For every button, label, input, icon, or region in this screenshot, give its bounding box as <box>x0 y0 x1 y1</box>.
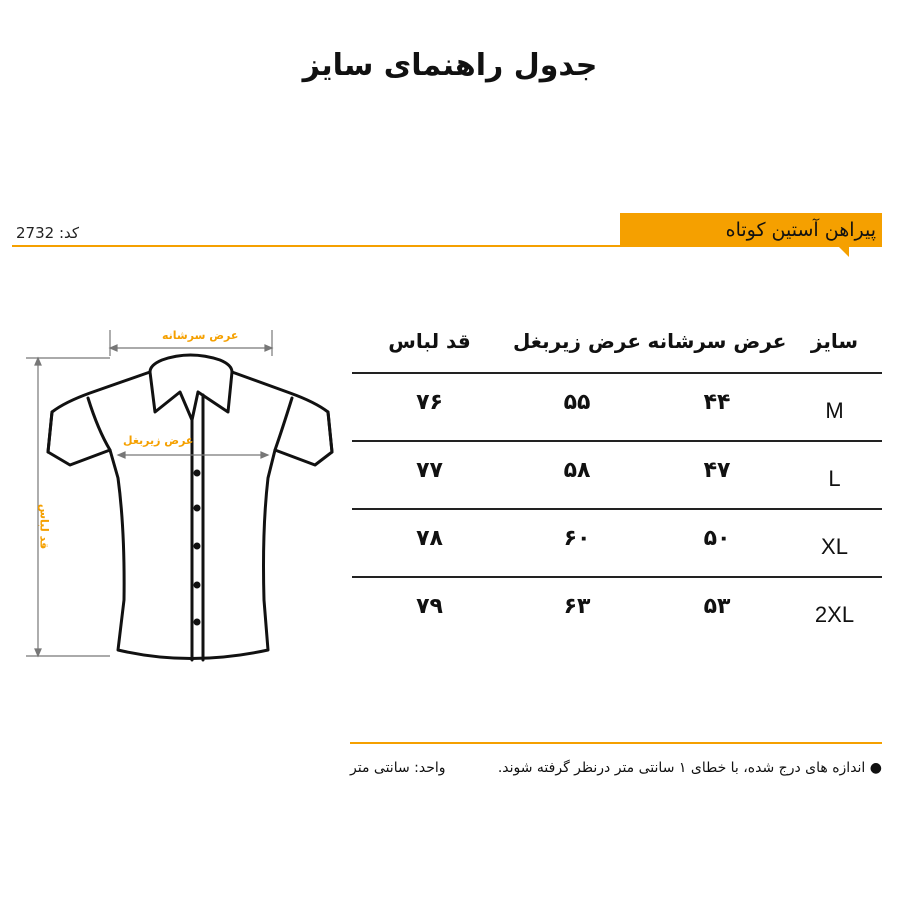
cell-size: 2XL <box>814 602 855 627</box>
table-row <box>352 576 882 644</box>
shirt-diagram <box>0 0 360 700</box>
footer-note <box>498 760 882 776</box>
shirt-collar <box>150 355 232 420</box>
product-code-value: 2732 <box>16 224 55 242</box>
shirt-sleeve-left <box>48 398 110 452</box>
cell-size: M <box>825 398 844 423</box>
header-size: سایز <box>810 329 859 353</box>
footer-note-text: اندازه های درج شده، با خطای ۱ سانتی متر درنظر گرفته شوند. <box>497 760 866 776</box>
shoulder-label: عرض سرشانه <box>162 329 239 342</box>
cell-shoulder: ۵۰ <box>703 525 731 551</box>
footer-divider <box>350 742 882 744</box>
footer-unit: واحد: سانتی متر <box>350 760 446 776</box>
cell-chest: ۵۵ <box>563 389 591 415</box>
banner-tail <box>838 246 849 257</box>
table-row <box>352 372 882 440</box>
page-title: جدول راهنمای سایز <box>302 48 598 83</box>
cell-size: L <box>828 466 841 491</box>
header-shoulder: عرض سرشانه <box>647 329 787 353</box>
cell-length: ۷۷ <box>416 457 443 483</box>
cell-length: ۷۸ <box>416 525 443 551</box>
length-label: قد لباس <box>37 503 51 550</box>
chest-label: عرض زیربغل <box>123 434 194 447</box>
bullet-icon: ● <box>869 760 882 776</box>
header-length: قد لباس <box>388 329 471 353</box>
header-chest: عرض زیربغل <box>512 329 642 353</box>
shirt-sleeve-right <box>275 398 332 452</box>
cell-chest: ۶۰ <box>563 525 591 551</box>
cell-shoulder: ۵۳ <box>703 593 731 619</box>
cell-shoulder: ۴۴ <box>703 389 731 415</box>
shirt-buttons <box>194 470 201 626</box>
product-name: پیراهن آستین کوتاه <box>725 219 876 241</box>
cell-chest: ۶۳ <box>563 593 591 619</box>
cell-length: ۷۶ <box>416 389 443 415</box>
table-row <box>352 440 882 508</box>
cell-size: XL <box>821 534 848 559</box>
product-code-label: کد: <box>58 224 80 242</box>
table-row <box>352 508 882 576</box>
cell-chest: ۵۸ <box>563 457 591 483</box>
cell-length: ۷۹ <box>416 593 443 619</box>
table-header <box>352 310 882 372</box>
cell-shoulder: ۴۷ <box>703 457 731 483</box>
size-table <box>352 310 882 644</box>
